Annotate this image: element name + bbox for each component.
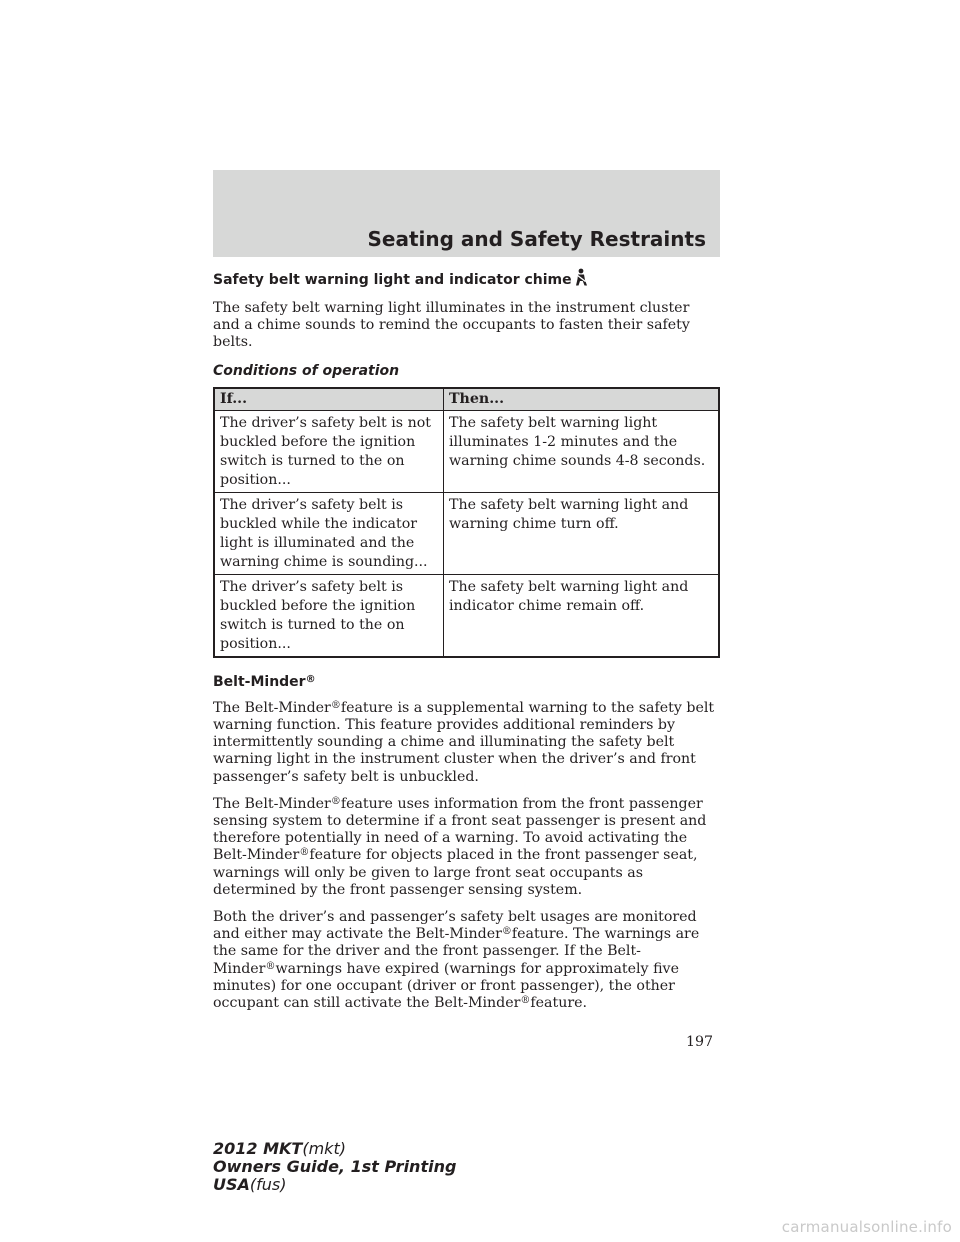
footer-model: 2012 MKT	[213, 1139, 303, 1158]
belt-minder-paragraph-2	[213, 796, 720, 899]
conditions-table	[213, 387, 720, 658]
table-cell-then: The safety belt warning light illuminates 1-2 minutes and the warning chime sounds 4-8 seconds.	[444, 410, 720, 492]
text-run: feature for objects placed in the front passenger seat, warnings will only be given to large front seat occupants as determined by the front passenger sensing system.	[213, 847, 698, 898]
page-number: 197	[686, 1034, 714, 1050]
footer-line-model	[213, 1140, 456, 1158]
section-title: Seating and Safety Restraints	[367, 227, 706, 251]
registered-mark: ®	[265, 960, 276, 972]
belt-minder-paragraph-1	[213, 700, 720, 786]
footer-market-code: (fus)	[249, 1175, 287, 1194]
table-row	[214, 492, 719, 574]
registered-mark: ®	[330, 699, 341, 711]
watermark: carmanualsonline.info	[781, 1218, 952, 1236]
table-row	[214, 574, 719, 657]
table-cell-then: The safety belt warning light and warning chime turn off.	[444, 492, 720, 574]
text-run: Both the driver’s and passenger’s safety belt usages are monitored and either may activate the Belt-Minder	[213, 909, 697, 943]
footer-line-printing: Owners Guide, 1st Printing	[213, 1157, 457, 1176]
text-run: feature. The warnings are the same for the driver and the front passenger. If the Belt-Minder	[213, 926, 700, 977]
table-cell-if: The driver’s safety belt is buckled while the indicator light is illuminated and the warning chime is sounding...	[214, 492, 444, 574]
text-run: feature uses information from the front passenger sensing system to determine if a front seat passenger is present and therefore potentially in need of a warning. To avoid activating the Belt-Minder	[213, 795, 707, 864]
warning-light-heading-text: Safety belt warning light and indicator chime	[213, 272, 572, 288]
column-header-if: If...	[214, 388, 444, 411]
table-header-row	[214, 388, 719, 411]
registered-mark: ®	[520, 995, 531, 1007]
text-run: The Belt-Minder	[213, 795, 331, 812]
footer-market: USA	[213, 1175, 250, 1194]
print-footer	[213, 1140, 456, 1194]
table-cell-then: The safety belt warning light and indicator chime remain off.	[444, 574, 720, 657]
warning-light-intro: The safety belt warning light illuminates in the instrument cluster and a chime sounds to remind the occupants to fasten their safety belts.	[213, 300, 690, 351]
table-row	[214, 410, 719, 492]
registered-mark: ®	[330, 795, 341, 807]
registered-mark: ®	[305, 673, 316, 685]
conditions-subheading: Conditions of operation	[213, 362, 400, 379]
footer-model-code: (mkt)	[302, 1139, 346, 1158]
text-run: warnings have expired (warnings for approximately five minutes) for one occupant (driver or front passenger), the other occupant can still activate the Belt-Minder	[213, 960, 679, 1012]
text-run: feature is a supplemental warning to the safety belt warning function. This feature provides additional reminders by intermittently sounding a chime and illuminating the safety belt warning light in the instrument cluster when the driver’s and front passenger’s safety belt is unbuckled.	[213, 699, 715, 785]
belt-minder-heading-text: Belt-Minder	[213, 673, 306, 690]
text-run: The Belt-Minder	[213, 699, 331, 716]
column-header-then: Then...	[444, 388, 720, 411]
section-header-band	[213, 170, 720, 257]
belt-minder-heading	[213, 673, 720, 691]
page-content	[213, 268, 720, 1022]
footer-line-market	[213, 1176, 456, 1194]
text-run: feature.	[530, 995, 588, 1012]
warning-light-heading	[213, 268, 720, 291]
registered-mark: ®	[501, 926, 512, 938]
seatbelt-icon	[574, 268, 588, 291]
belt-minder-paragraph-3	[213, 909, 720, 1012]
table-cell-if: The driver’s safety belt is buckled before the ignition switch is turned to the on position...	[214, 574, 444, 657]
registered-mark: ®	[299, 847, 310, 859]
table-cell-if: The driver’s safety belt is not buckled before the ignition switch is turned to the on position...	[214, 410, 444, 492]
